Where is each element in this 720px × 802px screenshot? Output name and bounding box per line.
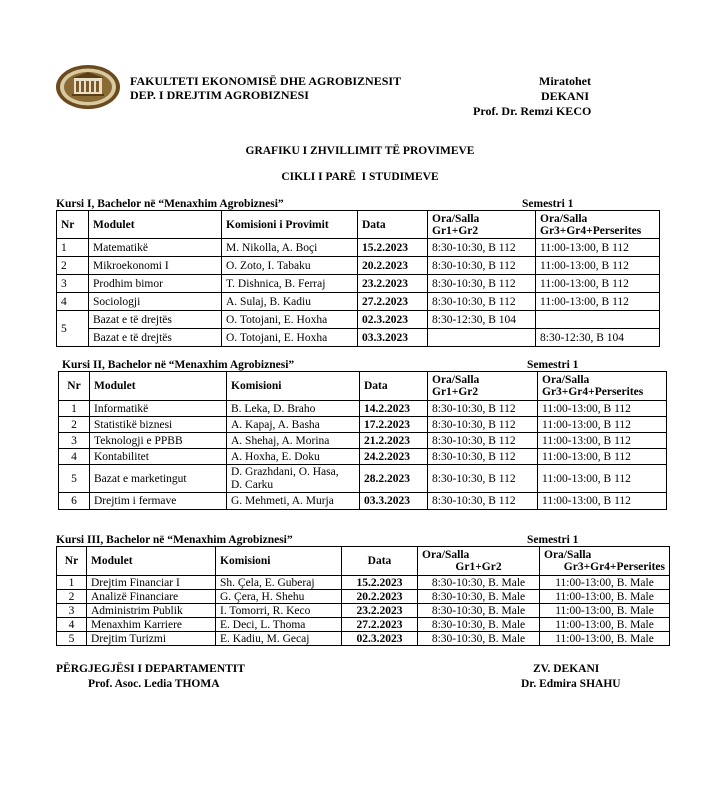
row-module: Menaxhim Karriere: [87, 618, 216, 632]
row-nr: 2: [59, 417, 90, 433]
col-nr: Nr: [59, 372, 90, 401]
row-group1: 8:30-10:30, B. Male: [418, 604, 540, 618]
table-row: [57, 275, 660, 293]
course2-exam-table: [58, 371, 667, 510]
row-nr: 5: [59, 465, 90, 493]
table-row: [59, 493, 667, 510]
table-header-row: [59, 372, 667, 401]
table-row: [57, 257, 660, 275]
row-group1: 8:30-10:30, B 112: [428, 275, 536, 293]
row-group2: 11:00-13:00, B. Male: [540, 632, 670, 646]
course2-semester: Semestri 1: [527, 359, 579, 371]
row-group2: [536, 311, 660, 329]
row-nr: 1: [57, 239, 89, 257]
row-date: 21.2.2023: [360, 433, 428, 449]
row-group2: 11:00-13:00, B. Male: [540, 576, 670, 590]
col-committee: Komisioni: [216, 547, 342, 576]
dean-name: Prof. Dr. Remzi KECO: [473, 104, 592, 118]
row-module: Kontabilitet: [90, 449, 227, 465]
table-row: [59, 401, 667, 417]
row-committee: A. Kapaj, A. Basha: [227, 417, 360, 433]
table-header-row: [57, 547, 670, 576]
department-head-title: PËRGJEGJËSI I DEPARTAMENTIT: [56, 663, 245, 675]
approval-label: Miratohet: [539, 74, 591, 88]
row-committee: A. Shehaj, A. Morina: [227, 433, 360, 449]
row-nr: 4: [57, 293, 89, 311]
row-group1: 8:30-10:30, B 112: [428, 417, 538, 433]
col-nr: Nr: [57, 547, 87, 576]
vice-dean-title: ZV. DEKANI: [533, 663, 600, 675]
col-committee: Komisioni: [227, 372, 360, 401]
col-committee: Komisioni i Provimit: [222, 211, 358, 239]
table-row: [57, 632, 670, 646]
row-committee: O. Totojani, E. Hoxha: [222, 329, 358, 347]
col-date: Data: [360, 372, 428, 401]
row-committee: M. Nikolla, A. Boçi: [222, 239, 358, 257]
table-row: [57, 604, 670, 618]
row-nr: 3: [59, 433, 90, 449]
col-group2: Ora/Salla Gr3+Gr4+Perserites: [538, 372, 667, 401]
col-nr: Nr: [57, 211, 89, 239]
table-row: [59, 465, 667, 493]
col-group1: Ora/Salla Gr1+Gr2: [418, 547, 540, 576]
row-nr: 6: [59, 493, 90, 510]
row-module: Administrim Publik: [87, 604, 216, 618]
table-row: [59, 417, 667, 433]
table-row: [57, 239, 660, 257]
row-module: Statistikë biznesi: [90, 417, 227, 433]
row-group2: 11:00-13:00, B. Male: [540, 590, 670, 604]
row-nr: 4: [59, 449, 90, 465]
row-group1: 8:30-12:30, B 104: [428, 311, 536, 329]
row-date: 28.2.2023: [360, 465, 428, 493]
col-group2: Ora/Salla Gr3+Gr4+Perserites: [536, 211, 660, 239]
row-date: 23.2.2023: [358, 275, 428, 293]
row-group1: 8:30-10:30, B 112: [428, 433, 538, 449]
course1-exam-table: [56, 210, 660, 347]
course3-exam-table: [56, 546, 670, 646]
row-committee: A. Sulaj, B. Kadiu: [222, 293, 358, 311]
row-group2: 11:00-13:00, B 112: [538, 449, 667, 465]
row-committee: E. Deci, L. Thoma: [216, 618, 342, 632]
row-nr: 2: [57, 257, 89, 275]
row-date: 27.2.2023: [358, 293, 428, 311]
course2-caption: Kursi II, Bachelor në “Menaxhim Agrobiznesi”: [62, 359, 295, 371]
row-module: Sociologji: [89, 293, 222, 311]
row-group1: 8:30-10:30, B. Male: [418, 576, 540, 590]
row-committee: B. Leka, D. Braho: [227, 401, 360, 417]
row-date: 17.2.2023: [360, 417, 428, 433]
row-module: Bazat e të drejtës: [89, 311, 222, 329]
row-module: Bazat e marketingut: [90, 465, 227, 493]
row-date: 20.2.2023: [342, 590, 418, 604]
row-group2: 11:00-13:00, B 112: [538, 417, 667, 433]
row-committee: D. Grazhdani, O. Hasa, D. Carku: [227, 465, 360, 493]
row-group1: 8:30-10:30, B 112: [428, 465, 538, 493]
table-row: [57, 311, 660, 329]
document-subtitle: CIKLI I PARË I STUDIMEVE: [281, 171, 439, 183]
row-committee: A. Hoxha, E. Doku: [227, 449, 360, 465]
faculty-name: FAKULTETI EKONOMISË DHE AGROBIZNESIT: [130, 74, 402, 88]
course1-caption: Kursi I, Bachelor në “Menaxhim Agrobiznesi”: [56, 198, 284, 210]
row-module: Matematikë: [89, 239, 222, 257]
dean-title: DEKANI: [540, 89, 589, 103]
row-group2: 11:00-13:00, B. Male: [540, 618, 670, 632]
row-module: Bazat e të drejtës: [89, 329, 222, 347]
row-group2: 11:00-13:00, B 112: [538, 493, 667, 510]
row-committee: G. Çera, H. Shehu: [216, 590, 342, 604]
row-date: 03.3.2023: [360, 493, 428, 510]
row-date: 02.3.2023: [358, 311, 428, 329]
col-date: Data: [358, 211, 428, 239]
department-head-name: Prof. Asoc. Ledia THOMA: [88, 678, 220, 690]
row-group1: [428, 329, 536, 347]
row-group2: 11:00-13:00, B 112: [536, 293, 660, 311]
row-date: 15.2.2023: [358, 239, 428, 257]
row-module: Analizë Financiare: [87, 590, 216, 604]
row-nr: 2: [57, 590, 87, 604]
row-group1: 8:30-10:30, B. Male: [418, 618, 540, 632]
row-group2: 11:00-13:00, B 112: [536, 257, 660, 275]
row-nr: 3: [57, 604, 87, 618]
row-group1: 8:30-10:30, B 112: [428, 239, 536, 257]
row-group1: 8:30-10:30, B 112: [428, 493, 538, 510]
row-module: Teknologji e PPBB: [90, 433, 227, 449]
course3-caption: Kursi III, Bachelor në “Menaxhim Agrobiznesi”: [56, 534, 293, 546]
row-date: 15.2.2023: [342, 576, 418, 590]
col-group1: Ora/Salla Gr1+Gr2: [428, 372, 538, 401]
table-row: [57, 590, 670, 604]
row-group1: 8:30-10:30, B 112: [428, 401, 538, 417]
row-group1: 8:30-10:30, B. Male: [418, 632, 540, 646]
row-date: 23.2.2023: [342, 604, 418, 618]
col-module: Modulet: [89, 211, 222, 239]
row-group1: 8:30-10:30, B. Male: [418, 590, 540, 604]
row-group2: 11:00-13:00, B. Male: [540, 604, 670, 618]
row-module: Drejtim i fermave: [90, 493, 227, 510]
row-nr: 1: [59, 401, 90, 417]
col-module: Modulet: [90, 372, 227, 401]
table-row: [59, 433, 667, 449]
row-module: Drejtim Financiar I: [87, 576, 216, 590]
row-date: 27.2.2023: [342, 618, 418, 632]
row-group2: 11:00-13:00, B 112: [538, 433, 667, 449]
row-committee: I. Tomorri, R. Keco: [216, 604, 342, 618]
col-module: Modulet: [87, 547, 216, 576]
university-seal-logo: [55, 64, 121, 110]
row-group2: 11:00-13:00, B 112: [538, 465, 667, 493]
row-date: 14.2.2023: [360, 401, 428, 417]
row-group1: 8:30-10:30, B 112: [428, 293, 536, 311]
row-group2: 11:00-13:00, B 112: [538, 401, 667, 417]
row-group2: 8:30-12:30, B 104: [536, 329, 660, 347]
document-title: GRAFIKU I ZHVILLIMIT TË PROVIMEVE: [245, 145, 475, 157]
row-module: Prodhim bimor: [89, 275, 222, 293]
row-date: 20.2.2023: [358, 257, 428, 275]
department-name: DEP. I DREJTIM AGROBIZNESI: [130, 88, 309, 102]
row-module: Mikroekonomi I: [89, 257, 222, 275]
row-nr: 5: [57, 311, 89, 347]
row-nr: 3: [57, 275, 89, 293]
row-date: 03.3.2023: [358, 329, 428, 347]
row-module: Informatikë: [90, 401, 227, 417]
table-row: [57, 329, 660, 347]
row-committee: O. Zoto, I. Tabaku: [222, 257, 358, 275]
course1-semester: Semestri 1: [522, 198, 574, 210]
row-committee: E. Kadiu, M. Gecaj: [216, 632, 342, 646]
col-group2: Ora/Salla Gr3+Gr4+Perserites: [540, 547, 670, 576]
row-group1: 8:30-10:30, B 112: [428, 257, 536, 275]
table-header-row: [57, 211, 660, 239]
row-committee: Sh. Çela, E. Guberaj: [216, 576, 342, 590]
col-group1: Ora/Salla Gr1+Gr2: [428, 211, 536, 239]
row-committee: G. Mehmeti, A. Murja: [227, 493, 360, 510]
table-row: [57, 618, 670, 632]
row-nr: 5: [57, 632, 87, 646]
row-date: 02.3.2023: [342, 632, 418, 646]
row-group2: 11:00-13:00, B 112: [536, 239, 660, 257]
row-date: 24.2.2023: [360, 449, 428, 465]
col-date: Data: [342, 547, 418, 576]
row-nr: 4: [57, 618, 87, 632]
table-row: [57, 293, 660, 311]
row-group1: 8:30-10:30, B 112: [428, 449, 538, 465]
table-row: [57, 576, 670, 590]
vice-dean-name: Dr. Edmira SHAHU: [521, 678, 621, 690]
row-committee: O. Totojani, E. Hoxha: [222, 311, 358, 329]
table-row: [59, 449, 667, 465]
row-committee: T. Dishnica, B. Ferraj: [222, 275, 358, 293]
course3-semester: Semestri 1: [527, 534, 579, 546]
row-nr: 1: [57, 576, 87, 590]
row-module: Drejtim Turizmi: [87, 632, 216, 646]
row-group2: 11:00-13:00, B 112: [536, 275, 660, 293]
